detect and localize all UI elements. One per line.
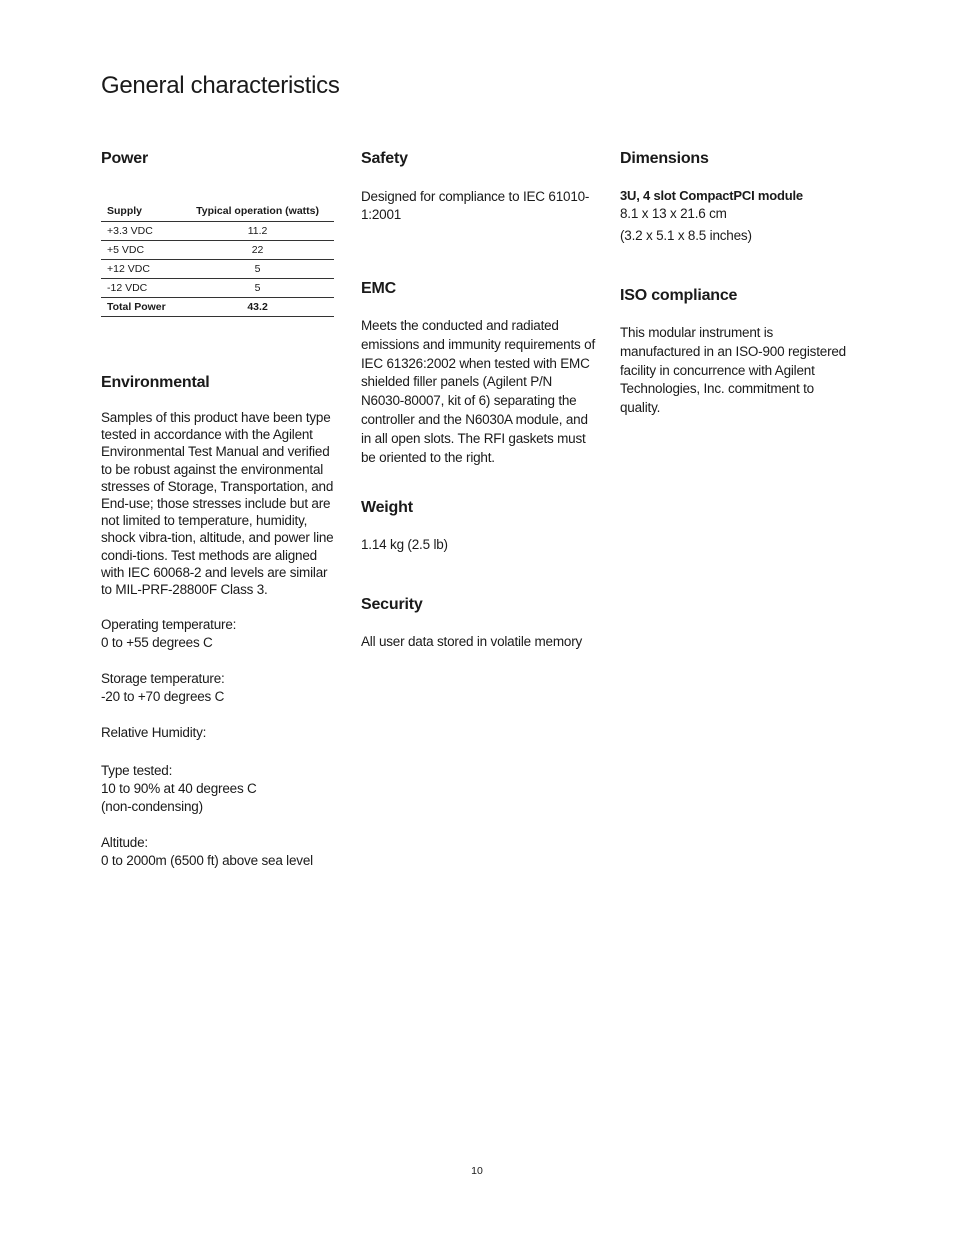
power-table [101,201,334,317]
power-heading: Power [101,150,149,167]
environmental-description: Samples of this product have been type tested in accordance with the Agilent Environmental Test Manual and verified to be robust against the environmental stresses of Storage, Transportation, and End-use; those stresses include but are not limited to temperature, humidity, shock vibra-tion, altitude, and power line condi-tions. Test methods are aligned with IEC 60068-2 and levels are similar to MIL-PRF-28800F Class 3. [101,410,334,598]
type-tested-note: (non-condensing) [101,799,203,815]
total-value: 43.2 [181,298,334,317]
total-label: Total Power [101,298,181,317]
storage-temperature-value: -20 to +70 degrees C [101,689,225,705]
altitude-label: Altitude: [101,835,148,851]
weight-heading: Weight [361,499,413,517]
iso-text: This modular instrument is manufactured in an ISO-900 registered facility in concurrence with Agilent Technologies, Inc. commitment to quality. [620,325,846,416]
operating-temperature-value: 0 to +55 degrees C [101,635,213,651]
watts-cell: 11.2 [181,222,334,241]
supply-cell: -12 VDC [101,279,181,298]
operating-temperature-label: Operating temperature: [101,617,237,633]
altitude-value: 0 to 2000m (6500 ft) above sea level [101,853,313,869]
column-header-supply: Supply [101,201,181,222]
watts-cell: 5 [181,260,334,279]
security-heading: Security [361,596,423,614]
dimensions-heading: Dimensions [620,150,709,167]
table-row [101,241,334,260]
table-row [101,222,334,241]
page-number: 10 [471,1165,483,1177]
supply-cell: +3.3 VDC [101,222,181,241]
column-right [620,150,854,418]
emc-heading: EMC [361,280,396,297]
column-left [101,150,335,870]
supply-cell: +5 VDC [101,241,181,260]
iso-heading: ISO compliance [620,287,738,304]
dimensions-metric: 8.1 x 13 x 21.6 cm [620,206,727,221]
total-row [101,298,334,317]
type-tested-value: 10 to 90% at 40 degrees C [101,781,257,797]
column-middle [361,150,595,651]
table-header-row [101,201,334,222]
emc-text: Meets the conducted and radiated emissions and immunity requirements of IEC 61326:2002 when tested with EMC shielded filler panels (Agilent P/N N6030-80007, kit of 6) separating the controller and the N6030A module, and in all open slots. The RFI gaskets must be oriented to the right. [361,318,595,465]
relative-humidity-label: Relative Humidity: [101,725,207,741]
type-tested-label: Type tested: [101,763,173,779]
watts-cell: 22 [181,241,334,260]
environmental-heading: Environmental [101,374,210,391]
storage-temperature-label: Storage temperature: [101,671,225,687]
dimensions-imperial: (3.2 x 5.1 x 8.5 inches) [620,228,752,243]
supply-cell: +12 VDC [101,260,181,279]
table-row [101,279,334,298]
table-row [101,260,334,279]
watts-cell: 5 [181,279,334,298]
page-title: General characteristics [101,72,340,99]
safety-text: Designed for compliance to IEC 61010-1:2001 [361,189,590,222]
column-header-typical-operation: Typical operation (watts) [181,201,334,222]
safety-heading: Safety [361,150,408,167]
dimensions-subheading: 3U, 4 slot CompactPCI module [620,188,803,203]
security-text: All user data stored in volatile memory [361,634,583,650]
weight-text: 1.14 kg (2.5 lb) [361,537,448,553]
